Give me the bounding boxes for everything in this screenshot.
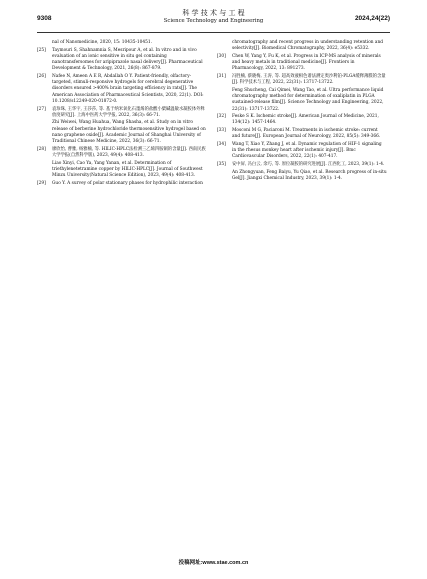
issue-info: 2024,24(22) xyxy=(354,15,390,22)
reference-item xyxy=(217,128,387,140)
reference-item xyxy=(217,114,387,126)
reference-text: 袁珍珠, 王华宇, 王莎莎, 等. 基于纳米氧化石墨烯的盐酸小檗碱温敏水凝胶体外释放度研究[J]. 上海中医药大学学报, 2022, 36(3): 66-71. xyxy=(52,106,205,118)
page-header xyxy=(37,8,390,33)
reference-number: [31] xyxy=(217,74,226,80)
reference-text: Mosconi M G, Paciaroni M. Treatments in ischemic stroke: current and future[J]. European Journal of Neurology, 2022, 85(5): 349-366. xyxy=(232,128,381,140)
reference-item xyxy=(217,74,387,86)
reference-number: [25] xyxy=(37,47,46,53)
reference-number: [33] xyxy=(217,128,226,134)
reference-text: Liao Xinyi, Cao Ya, Yang Yanan, et al. Determination of triethylenetetramine copper by HILIC-HPLC[J]. Journal of Southwest Minzu University(Natural Science Edition), 2023, 49(4): 408-413. xyxy=(52,160,203,179)
reference-text: Guo Y. A survey of polar stationary phases for hydrophilic interaction xyxy=(52,180,203,186)
reference-number: [34] xyxy=(217,142,226,148)
reference-text: 冯胜楠, 蔡晓梅, 王涛, 等. 超高效液相色谱法测定奥沙利铂-PLGA缓释薄膜的含量[J]. 科学技术与工程, 2022, 22(31): 13717-13722. xyxy=(232,74,386,86)
reference-number: [29] xyxy=(37,180,46,186)
reference-text: Nafee N, Ameen A E R, Abdallah O Y. Patient-friendly, olfactory-targeted, stimuli-responsive hydrogels for cerebral degenerative disorders ensured >400% brain targeting efficiency in rats[J]. The American Association of Pharmaceutical Scientists, 2020, 22(1). DOI: 10.1208/s12249-020-01872-0. xyxy=(52,74,204,104)
reference-item xyxy=(37,181,207,187)
reference-text: chromatography and recent progress in understanding retention and selectivity[J]. Biomedical Chromatography, 2022, 36(4): e5332. xyxy=(232,40,384,52)
reference-item xyxy=(37,74,207,105)
reference-number: [35] xyxy=(217,162,226,168)
journal-title-en: Science Technology and Engineering xyxy=(163,18,264,24)
reference-text: nal of Nanomedicine, 2020, 15: 10435-10451. xyxy=(52,40,152,45)
reference-column-right xyxy=(217,40,387,184)
reference-item xyxy=(217,162,387,168)
reference-item xyxy=(217,88,387,113)
reference-number: [28] xyxy=(37,146,46,152)
journal-title xyxy=(37,9,390,25)
journal-title-cn: 科 学 技 术 与 工 程 xyxy=(182,9,245,17)
reference-item xyxy=(217,54,387,73)
reference-text: Chen W, Yang Y, Fu K, et al. Progress in ICP-MS analysis of minerals and heavy metals in traditional medicine[J]. Frontiers in Pharmacology, 2022, 13: 891273. xyxy=(232,53,381,72)
reference-item xyxy=(217,170,387,182)
reference-number: [32] xyxy=(217,114,226,120)
reference-number: [26] xyxy=(37,74,46,80)
reference-text: Feng Shucheng, Cai Qimei, Wang Tao, et al. Ultra performance liquid chromatography method for determination of oxaliplatin in PLGA sustained-release film[J]. Science Technology and Engineering, 2022, 22(31): 13717-13722. xyxy=(232,87,384,112)
reference-item xyxy=(217,142,387,161)
page-number: 9308 xyxy=(37,15,52,22)
reference-text: 廖欣怡, 曹雅, 杨雅楠, 等. HILIC-HPLC法检测三乙烯四胺铜的含量[J]. 西南民族大学学报(自然科学版), 2023, 49(4): 408-413. xyxy=(52,146,206,158)
reference-item xyxy=(37,40,207,46)
reference-text: Wang T, Xiao Y, Zhang J, et al. Dynamic regulation of HIF-1 signaling in the rhesus monkey heart after ischemic injury[J]. Bmc Cardiovascular Disorders, 2022, 22(1): 407-417. xyxy=(232,142,382,160)
reference-item xyxy=(37,48,207,73)
reference-number: [27] xyxy=(37,106,46,112)
reference-item xyxy=(37,161,207,180)
reference-text: An Zhongyuan, Feng Baiyu, Yu Qiao, et al. Research progress of in-situ Gel[J]. Jiangxi Chemical Industry, 2023, 39(1): 1-4. xyxy=(232,169,387,182)
reference-item xyxy=(37,107,207,119)
reference-number: [30] xyxy=(217,53,226,59)
reference-text: Taymouri S, Shahnamnia S, Mesripour A, et al. In vitro and in vivo evaluation of an ionic sensitive in situ gel containing nanotransfersomes for aripiprazole nasal delivery[J]. Pharmaceutical Development & Technology, 2021, 26(8): 867-879. xyxy=(52,47,203,72)
reference-text: Feske S K. Ischemic stroke[J]. American Journal of Medicine, 2021, 134(12): 1457-1464. xyxy=(232,114,379,126)
reference-item xyxy=(37,147,207,159)
reference-item xyxy=(37,120,207,145)
reference-column-left xyxy=(37,40,207,188)
reference-item xyxy=(217,40,387,52)
submission-url[interactable]: 投稿网址:www.stae.com.cn xyxy=(178,560,249,566)
reference-text: Zhi Weiwei, Wang Huahua, Wang Shasha, et al. Study on in vitro release of berberine hydrochloride thermosensitive hydrogel based on nano graphene oxide[J]. Academic Journal of Shanghai University of Traditional Chinese Medicine, 2022, 36(3): 66-71. xyxy=(52,120,206,145)
reference-text: 安中屏, 冯白云, 余巧, 等. 原位凝胶的研究进展[J]. 江西化工, 2023, 39(1): 1-4. xyxy=(232,162,385,168)
